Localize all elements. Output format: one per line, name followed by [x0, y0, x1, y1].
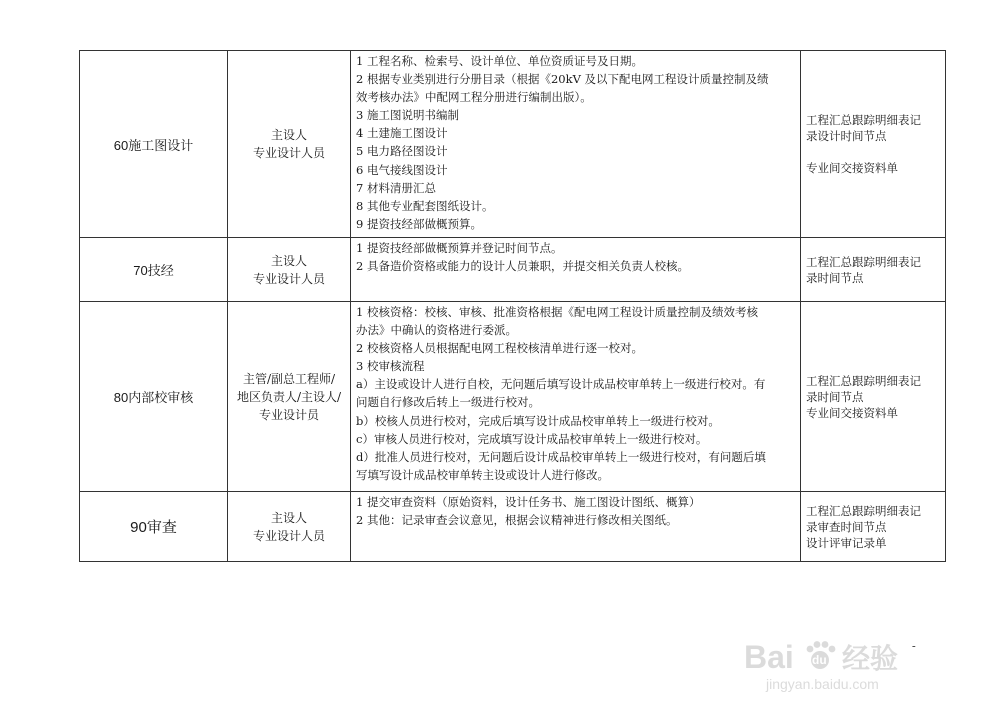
table-row: [80, 492, 946, 562]
responsible-cell: [228, 238, 351, 302]
responsible-line: 专业设计人员: [252, 528, 325, 543]
content-line: 9 提资技经部做概预算。: [356, 216, 482, 231]
content-line: c）审核人员进行校对，完成填写设计成品校审单转上一级进行校对。: [356, 431, 708, 446]
responsible-line: 主管/副总工程师/: [242, 371, 336, 386]
records-line: [806, 144, 942, 160]
responsible-line: 主设人: [270, 510, 307, 525]
content-line: 2 根据专业类别进行分册目录（根据《20kV 及以下配电网工程设计质量控制及绩: [356, 72, 769, 87]
stage-cell: 80内部校审核: [80, 302, 228, 492]
responsible-line: 地区负责人/主设人/: [236, 389, 342, 404]
content-line: 2 其他：记录审查会议意见，根据会议精神进行修改相关图纸。: [356, 513, 678, 528]
stage-cell: 90审查: [80, 492, 228, 562]
responsible-cell: [228, 302, 351, 492]
responsible-cell: [228, 492, 351, 562]
records-line: 专业间交接资料单: [806, 405, 898, 420]
content-line: 2 校核资格人员根据配电网工程校核清单进行逐一校对。: [356, 341, 643, 356]
records-line: 工程汇总跟踪明细表记: [806, 254, 921, 269]
stage-cell: 60施工图设计: [80, 51, 228, 238]
content-line: 1 工程名称、检索号、设计单位、单位资质证号及日期。: [356, 54, 643, 68]
table-row: [80, 51, 946, 238]
watermark-url: jingyan.baidu.com: [766, 676, 879, 692]
svg-text:du: du: [812, 653, 827, 667]
content-line: 8 其他专业配套图纸设计。: [356, 198, 494, 213]
responsible-line: 专业设计人员: [252, 146, 325, 160]
records-cell: [801, 302, 946, 492]
content-line: 3 校审核流程: [356, 359, 425, 374]
page-number: -: [912, 640, 916, 652]
content-line: 办法》中确认的资格进行委派。: [356, 323, 517, 338]
content-line: 7 材料清册汇总: [356, 180, 436, 195]
records-line: 工程汇总跟踪明细表记: [806, 373, 921, 388]
watermark-suffix: 经验: [842, 642, 899, 675]
content-line: 问题自行修改后转上一级进行校对。: [356, 395, 540, 410]
content-cell: [351, 51, 801, 238]
content-cell: [351, 492, 801, 562]
responsible-line: 主设人: [270, 253, 307, 268]
baidu-jingyan-watermark: [738, 634, 958, 694]
records-cell: [801, 238, 946, 302]
responsible-line: 专业设计员: [258, 407, 319, 422]
table-row: [80, 238, 946, 302]
watermark-brand: Bai: [744, 639, 794, 675]
paw-icon: [807, 641, 836, 669]
content-line: 6 电气接线图设计: [356, 162, 448, 177]
records-cell: [801, 492, 946, 562]
content-line: b）校核人员进行校对，完成后填写设计成品校审单转上一级进行校对。: [356, 413, 720, 428]
content-line: 3 施工图说明书编制: [356, 108, 459, 123]
records-line: 工程汇总跟踪明细表记: [806, 503, 921, 518]
content-line: a）主设或设计人进行自校，无问题后填写设计成品校审单转上一级进行校对。有: [356, 377, 766, 392]
content-line: 5 电力路径图设计: [356, 144, 448, 159]
records-cell: [801, 51, 946, 238]
content-line: 1 提资技经部做概预算并登记时间节点。: [356, 241, 563, 255]
content-line: 4 土建施工图设计: [356, 126, 448, 141]
responsible-line: 专业设计人员: [252, 271, 325, 286]
records-line: 录审查时间节点: [806, 519, 887, 534]
content-line: d）批准人员进行校对，无问题后设计成品校审单转上一级进行校对，有问题后填: [356, 449, 766, 464]
responsible-cell: [228, 51, 351, 238]
content-line: 1 校核资格：校核、审核、批准资格根据《配电网工程设计质量控制及绩效考核: [356, 305, 758, 319]
content-line: 2 具备造价资格或能力的设计人员兼职，并提交相关负责人校核。: [356, 259, 689, 274]
content-cell: [351, 238, 801, 302]
records-line: 工程汇总跟踪明细表记: [806, 113, 921, 127]
records-line: 录设计时间节点: [806, 129, 887, 143]
records-line: 专业间交接资料单: [806, 161, 898, 175]
content-line: 写填写设计成品校审单转主设或设计人进行修改。: [356, 467, 609, 482]
records-line: 录时间节点: [806, 270, 864, 285]
process-table: [79, 50, 946, 562]
content-line: 1 提交审查资料（原始资料，设计任务书、施工图设计图纸、概算）: [356, 495, 701, 509]
stage-cell: 70技经: [80, 238, 228, 302]
responsible-line: 主设人: [270, 128, 307, 142]
records-line: 设计评审记录单: [806, 535, 887, 550]
records-line: 录时间节点: [806, 389, 864, 404]
table-row: [80, 302, 946, 492]
content-cell: [351, 302, 801, 492]
content-line: 效考核办法》中配网工程分册进行编制出版）。: [356, 90, 592, 105]
